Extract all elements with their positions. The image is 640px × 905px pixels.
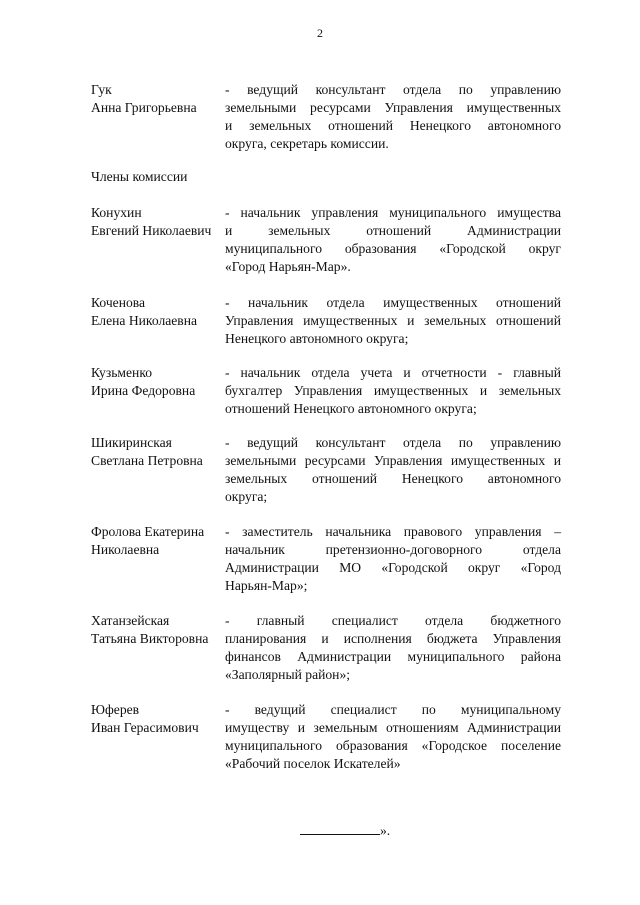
given-names: Иван Герасимович bbox=[91, 720, 199, 735]
given-names: Николаевна bbox=[91, 542, 160, 557]
closing-quote: ». bbox=[380, 823, 391, 838]
person-name bbox=[91, 523, 231, 559]
position-line: Управления имущественных и земельных отношений bbox=[225, 313, 561, 328]
position-line: муниципального образования «Городское поселение bbox=[225, 738, 561, 753]
surname: Юферев bbox=[91, 702, 140, 717]
given-names: Евгений Николаевич bbox=[91, 223, 212, 238]
given-names: Светлана Петровна bbox=[91, 453, 203, 468]
position-line: - ведущий консультант отдела по управлению bbox=[225, 82, 561, 97]
position-line: «Рабочий поселок Искателей» bbox=[225, 756, 401, 771]
blank-line bbox=[300, 822, 380, 835]
position-line: земельными ресурсами Управления имущественных bbox=[225, 100, 561, 115]
person-position bbox=[225, 364, 561, 418]
position-line: - ведущий специалист по муниципальному bbox=[225, 702, 561, 717]
position-line: «Заполярный район»; bbox=[225, 667, 351, 682]
closing-mark bbox=[300, 822, 390, 840]
surname: Хатанзейская bbox=[91, 613, 170, 628]
person-name bbox=[91, 364, 231, 400]
person-position bbox=[225, 294, 561, 348]
position-line: округа; bbox=[225, 489, 268, 504]
person-position bbox=[225, 523, 561, 595]
person-position bbox=[225, 434, 561, 506]
person-name bbox=[91, 434, 231, 470]
person-position bbox=[225, 701, 561, 773]
given-names: Татьяна Викторовна bbox=[91, 631, 209, 646]
position-line: имуществу и земельным отношениям Администрации bbox=[225, 720, 561, 735]
position-line: отношений Ненецкого автономного округа; bbox=[225, 401, 477, 416]
position-line: - начальник управления муниципального имущества bbox=[225, 205, 561, 220]
person-position bbox=[225, 204, 561, 276]
person-name bbox=[91, 204, 231, 240]
position-line: - ведущий консультант отдела по управлению bbox=[225, 435, 561, 450]
given-names: Анна Григорьевна bbox=[91, 100, 197, 115]
position-line: планирования и исполнения бюджета Управления bbox=[225, 631, 561, 646]
person-position bbox=[225, 81, 561, 153]
position-line: начальник претензионно-договорного отдела bbox=[225, 542, 561, 557]
surname: Конухин bbox=[91, 205, 142, 220]
person-name bbox=[91, 294, 231, 330]
position-line: - начальник отдела учета и отчетности - главный bbox=[225, 365, 561, 380]
position-line: земельными ресурсами Управления имущественных и bbox=[225, 453, 561, 468]
position-line: округа, секретарь комиссии. bbox=[225, 136, 389, 151]
members-heading: Члены комиссии bbox=[91, 169, 188, 184]
surname: Кузьменко bbox=[91, 365, 153, 380]
page-number: 2 bbox=[317, 26, 323, 40]
position-line: Ненецкого автономного округа; bbox=[225, 331, 409, 346]
person-name bbox=[91, 701, 231, 737]
position-line: - главный специалист отдела бюджетного bbox=[225, 613, 561, 628]
surname: Фролова Екатерина bbox=[91, 524, 205, 539]
position-line: Нарьян-Мар»; bbox=[225, 578, 308, 593]
position-line: и земельных отношений Администрации bbox=[225, 223, 561, 238]
surname: Коченова bbox=[91, 295, 146, 310]
position-line: Администрации МО «Городской округ «Город bbox=[225, 560, 561, 575]
given-names: Елена Николаевна bbox=[91, 313, 198, 328]
person-position bbox=[225, 612, 561, 684]
position-line: - начальник отдела имущественных отношений bbox=[225, 295, 561, 310]
person-name bbox=[91, 612, 231, 648]
position-line: - заместитель начальника правового управления – bbox=[225, 524, 561, 539]
surname: Шикиринская bbox=[91, 435, 172, 450]
position-line: земельных отношений Ненецкого автономного bbox=[225, 471, 561, 486]
position-line: бухгалтер Управления имущественных и земельных bbox=[225, 383, 561, 398]
given-names: Ирина Федоровна bbox=[91, 383, 196, 398]
position-line: муниципального образования «Городской округ bbox=[225, 241, 561, 256]
position-line: и земельных отношений Ненецкого автономного bbox=[225, 118, 561, 133]
position-line: финансов Администрации муниципального района bbox=[225, 649, 561, 664]
person-name bbox=[91, 81, 231, 117]
surname: Гук bbox=[91, 82, 112, 97]
position-line: «Город Нарьян-Мар». bbox=[225, 259, 351, 274]
